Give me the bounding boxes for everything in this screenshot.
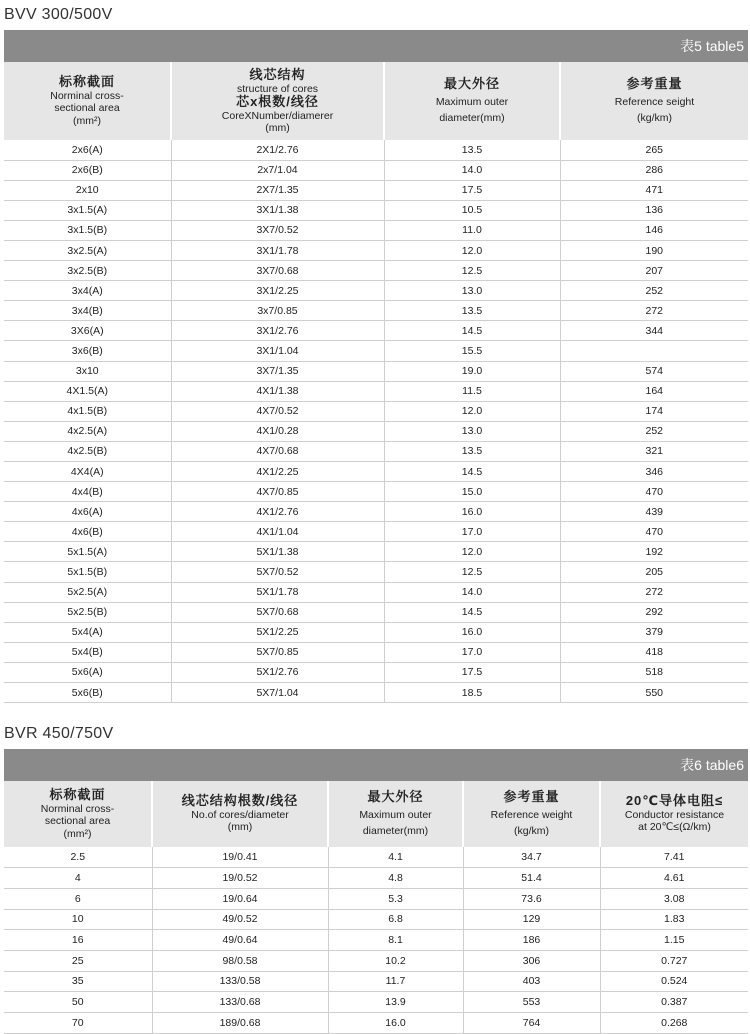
table-cell: 4X1.5(A) xyxy=(4,381,171,401)
table-row xyxy=(4,502,748,522)
table-cell: 5x1.5(A) xyxy=(4,542,171,562)
table-cell: 272 xyxy=(560,582,748,602)
table-cell: 3x1.5(B) xyxy=(4,220,171,240)
table-cell: 14.5 xyxy=(384,321,560,341)
header-zh: 20℃导体电阻≤ xyxy=(625,793,724,809)
bvv-spec-table xyxy=(4,62,748,703)
table-cell: 3X6(A) xyxy=(4,321,171,341)
table-header-row xyxy=(4,62,748,140)
table-cell: 70 xyxy=(4,1013,152,1034)
table-row xyxy=(4,240,748,260)
table-cell: 13.5 xyxy=(384,140,560,160)
table-row xyxy=(4,441,748,461)
header-en: CoreXNumber/diamerer xyxy=(221,109,334,122)
header-en: Conductor resistance xyxy=(624,809,725,822)
table-cell: 3X1/1.04 xyxy=(171,341,384,361)
table-cell: 764 xyxy=(463,1013,600,1034)
table-row xyxy=(4,462,748,482)
table-row xyxy=(4,421,748,441)
header-en: (mm) xyxy=(265,121,290,134)
table-cell: 13.5 xyxy=(384,301,560,321)
table-cell: 553 xyxy=(463,992,600,1013)
table-cell: 11.0 xyxy=(384,220,560,240)
table-cell: 190 xyxy=(560,240,748,260)
table-row xyxy=(4,847,748,868)
header-zh: 芯x根数/线径 xyxy=(236,93,319,109)
table-cell: 3X7/0.52 xyxy=(171,220,384,240)
table-row xyxy=(4,909,748,930)
header-en: Reference seight xyxy=(614,96,695,109)
table-cell: 292 xyxy=(560,602,748,622)
table-row xyxy=(4,522,748,542)
table-row xyxy=(4,542,748,562)
header-zh-top: 线芯结构 xyxy=(249,66,306,82)
table-cell: 4X1/0.28 xyxy=(171,421,384,441)
table-cell: 5x4(B) xyxy=(4,642,171,662)
header-zh: 最大外径 xyxy=(443,76,500,92)
table-cell: 4X1/2.25 xyxy=(171,462,384,482)
table-cell: 6.8 xyxy=(328,909,463,930)
table-cell: 5x4(A) xyxy=(4,622,171,642)
table-label-bar-6 xyxy=(4,749,748,781)
table-cell: 5X1/2.25 xyxy=(171,622,384,642)
table-cell: 5X1/2.76 xyxy=(171,662,384,682)
table-cell: 25 xyxy=(4,950,152,971)
table-cell: 4X1/1.38 xyxy=(171,381,384,401)
table-row xyxy=(4,381,748,401)
table-cell: 10.5 xyxy=(384,200,560,220)
table-cell: 7.41 xyxy=(600,847,748,868)
table-row xyxy=(4,482,748,502)
table-cell: 5x1.5(B) xyxy=(4,562,171,582)
table-cell: 146 xyxy=(560,220,748,240)
table-cell: 207 xyxy=(560,261,748,281)
table-row xyxy=(4,888,748,909)
table-cell: 3x6(B) xyxy=(4,341,171,361)
table-cell: 19.0 xyxy=(384,361,560,381)
table-cell: 8.1 xyxy=(328,930,463,951)
table-cell xyxy=(560,341,748,361)
table-cell: 5x6(A) xyxy=(4,662,171,682)
bvr-spec-table xyxy=(4,781,748,1034)
header-core-structure xyxy=(171,62,384,140)
table-cell: 13.5 xyxy=(384,441,560,461)
table-cell: 0.524 xyxy=(600,971,748,992)
table-cell: 344 xyxy=(560,321,748,341)
table-cell: 49/0.64 xyxy=(152,930,328,951)
table-cell: 129 xyxy=(463,909,600,930)
table-cell: 471 xyxy=(560,180,748,200)
table-cell: 4X7/0.85 xyxy=(171,482,384,502)
table-cell: 13.0 xyxy=(384,421,560,441)
table-cell: 3X7/1.35 xyxy=(171,361,384,381)
table-cell: 4.61 xyxy=(600,868,748,889)
table-row xyxy=(4,683,748,703)
table-cell: 4 xyxy=(4,868,152,889)
table-cell: 5X7/0.68 xyxy=(171,602,384,622)
header-weight xyxy=(560,62,748,140)
header-en: Reference weight xyxy=(490,809,573,822)
table-cell: 306 xyxy=(463,950,600,971)
table-cell: 1.15 xyxy=(600,930,748,951)
table-cell: 2X1/2.76 xyxy=(171,140,384,160)
table-cell: 15.0 xyxy=(384,482,560,502)
header-en: (kg/km) xyxy=(514,825,549,838)
table-cell: 3x2.5(A) xyxy=(4,240,171,260)
table-row xyxy=(4,562,748,582)
table-cell: 3x4(B) xyxy=(4,301,171,321)
table-cell: 17.0 xyxy=(384,522,560,542)
table-cell: 133/0.68 xyxy=(152,992,328,1013)
table-cell: 14.0 xyxy=(384,160,560,180)
table-cell: 3x1.5(A) xyxy=(4,200,171,220)
table-row xyxy=(4,642,748,662)
table-cell: 136 xyxy=(560,200,748,220)
table-cell: 418 xyxy=(560,642,748,662)
header-zh: 参考重量 xyxy=(503,789,560,805)
table-cell: 321 xyxy=(560,441,748,461)
table-row xyxy=(4,971,748,992)
table-cell: 50 xyxy=(4,992,152,1013)
table-cell: 12.5 xyxy=(384,261,560,281)
header-en: (mm) xyxy=(227,821,253,834)
table-cell: 14.5 xyxy=(384,462,560,482)
header-zh: 标称截面 xyxy=(58,74,115,90)
table-label: 表5 table5 xyxy=(680,38,744,54)
table-row xyxy=(4,662,748,682)
table-cell: 379 xyxy=(560,622,748,642)
table-cell: 17.5 xyxy=(384,662,560,682)
table-cell: 3X1/2.25 xyxy=(171,281,384,301)
table-cell: 3X1/2.76 xyxy=(171,321,384,341)
header-en: (mm²) xyxy=(63,827,92,840)
header-en: at 20℃≤(Ω/km) xyxy=(638,821,711,834)
table-cell: 4x2.5(B) xyxy=(4,441,171,461)
table-cell: 0.268 xyxy=(600,1013,748,1034)
table-row xyxy=(4,261,748,281)
table-row xyxy=(4,361,748,381)
table-cell: 0.727 xyxy=(600,950,748,971)
table-cell: 5x2.5(A) xyxy=(4,582,171,602)
header-zh: 参考重量 xyxy=(626,76,683,92)
table-cell: 4.1 xyxy=(328,847,463,868)
header-en: Maximum outer xyxy=(435,96,509,109)
table-cell: 5x2.5(B) xyxy=(4,602,171,622)
table-cell: 16.0 xyxy=(384,502,560,522)
table-row xyxy=(4,180,748,200)
header-en: (kg/km) xyxy=(637,112,672,125)
table-cell: 252 xyxy=(560,421,748,441)
table-body xyxy=(4,847,748,1033)
table-cell: 49/0.52 xyxy=(152,909,328,930)
table-cell: 3x10 xyxy=(4,361,171,381)
table-cell: 2x10 xyxy=(4,180,171,200)
table-row xyxy=(4,582,748,602)
table-row xyxy=(4,992,748,1013)
header-zh: 最大外径 xyxy=(367,789,424,805)
table-cell: 3X1/1.78 xyxy=(171,240,384,260)
table-row xyxy=(4,622,748,642)
table-row xyxy=(4,321,748,341)
table-cell: 439 xyxy=(560,502,748,522)
table-cell: 470 xyxy=(560,522,748,542)
table-cell: 13.9 xyxy=(328,992,463,1013)
table-cell: 14.0 xyxy=(384,582,560,602)
header-en-top: structure of cores xyxy=(236,82,319,95)
table-cell: 16.0 xyxy=(384,622,560,642)
header-en: diameter(mm) xyxy=(362,825,429,838)
table-cell: 518 xyxy=(560,662,748,682)
table-row xyxy=(4,140,748,160)
header-cross-section xyxy=(4,781,152,847)
table-cell: 5.3 xyxy=(328,888,463,909)
table-row xyxy=(4,602,748,622)
table-row xyxy=(4,200,748,220)
header-en: sectional area xyxy=(44,815,111,828)
header-resistance xyxy=(600,781,748,847)
table-cell: 3x2.5(B) xyxy=(4,261,171,281)
table-cell: 17.0 xyxy=(384,642,560,662)
header-en: Maximum outer xyxy=(359,809,432,822)
table-cell: 3X7/0.68 xyxy=(171,261,384,281)
table-cell: 34.7 xyxy=(463,847,600,868)
table-cell: 189/0.68 xyxy=(152,1013,328,1034)
table-cell: 4.8 xyxy=(328,868,463,889)
table-cell: 14.5 xyxy=(384,602,560,622)
header-en: diameter(mm) xyxy=(439,112,505,125)
table-cell: 16.0 xyxy=(328,1013,463,1034)
table-cell: 205 xyxy=(560,562,748,582)
table-cell: 403 xyxy=(463,971,600,992)
table-cell: 2.5 xyxy=(4,847,152,868)
header-weight xyxy=(463,781,600,847)
header-en: sectional area xyxy=(54,102,120,115)
table-cell: 3.08 xyxy=(600,888,748,909)
header-core-structure xyxy=(152,781,328,847)
table-cell: 5X7/0.85 xyxy=(171,642,384,662)
table-cell: 73.6 xyxy=(463,888,600,909)
table-cell: 192 xyxy=(560,542,748,562)
table-cell: 286 xyxy=(560,160,748,180)
section-title-bvr: BVR 450/750V xyxy=(4,725,114,742)
table-cell: 4X7/0.52 xyxy=(171,401,384,421)
table-cell: 346 xyxy=(560,462,748,482)
table-cell: 4X1/2.76 xyxy=(171,502,384,522)
table-cell: 2X7/1.35 xyxy=(171,180,384,200)
table-cell: 3x7/0.85 xyxy=(171,301,384,321)
table-cell: 19/0.41 xyxy=(152,847,328,868)
header-zh: 标称截面 xyxy=(49,787,106,803)
table-cell: 4x6(A) xyxy=(4,502,171,522)
header-en: Norminal cross- xyxy=(50,90,124,103)
table-cell: 470 xyxy=(560,482,748,502)
table-cell: 2x7/1.04 xyxy=(171,160,384,180)
table-label: 表6 table6 xyxy=(680,757,744,773)
table-cell: 18.5 xyxy=(384,683,560,703)
table-cell: 550 xyxy=(560,683,748,703)
table-row xyxy=(4,160,748,180)
table-cell: 15.5 xyxy=(384,341,560,361)
table-cell: 265 xyxy=(560,140,748,160)
table-cell: 98/0.58 xyxy=(152,950,328,971)
table-cell: 4x2.5(A) xyxy=(4,421,171,441)
table-row xyxy=(4,220,748,240)
table-label-bar-5 xyxy=(4,30,748,62)
table-cell: 12.0 xyxy=(384,542,560,562)
table-cell: 4X1/1.04 xyxy=(171,522,384,542)
table-cell: 3x4(A) xyxy=(4,281,171,301)
header-en: (mm²) xyxy=(73,114,101,127)
table-cell: 13.0 xyxy=(384,281,560,301)
table-cell: 5X7/0.52 xyxy=(171,562,384,582)
table-cell: 12.0 xyxy=(384,401,560,421)
table-row xyxy=(4,868,748,889)
table-header-row xyxy=(4,781,748,847)
table-cell: 164 xyxy=(560,381,748,401)
table-cell: 4X4(A) xyxy=(4,462,171,482)
header-max-diameter xyxy=(384,62,560,140)
header-max-diameter xyxy=(328,781,463,847)
table-cell: 174 xyxy=(560,401,748,421)
table-row xyxy=(4,301,748,321)
table-cell: 574 xyxy=(560,361,748,381)
table-cell: 51.4 xyxy=(463,868,600,889)
table-row xyxy=(4,281,748,301)
table-row xyxy=(4,1013,748,1034)
header-cross-section xyxy=(4,62,171,140)
table-cell: 2x6(B) xyxy=(4,160,171,180)
table-cell: 19/0.52 xyxy=(152,868,328,889)
table-cell: 35 xyxy=(4,971,152,992)
table-cell: 4X7/0.68 xyxy=(171,441,384,461)
table-cell: 11.7 xyxy=(328,971,463,992)
table-cell: 4x4(B) xyxy=(4,482,171,502)
section-title-bvv: BVV 300/500V xyxy=(4,6,113,23)
table-row xyxy=(4,950,748,971)
table-cell: 0.387 xyxy=(600,992,748,1013)
table-cell: 1.83 xyxy=(600,909,748,930)
table-cell: 5X7/1.04 xyxy=(171,683,384,703)
table-cell: 3X1/1.38 xyxy=(171,200,384,220)
table-cell: 12.0 xyxy=(384,240,560,260)
table-cell: 10 xyxy=(4,909,152,930)
table-cell: 5X1/1.78 xyxy=(171,582,384,602)
table-cell: 17.5 xyxy=(384,180,560,200)
table-cell: 19/0.64 xyxy=(152,888,328,909)
table-cell: 272 xyxy=(560,301,748,321)
table-cell: 186 xyxy=(463,930,600,951)
header-en: Norminal cross- xyxy=(40,803,115,816)
table-cell: 4x1.5(B) xyxy=(4,401,171,421)
table-cell: 4x6(B) xyxy=(4,522,171,542)
table-cell: 11.5 xyxy=(384,381,560,401)
table-body xyxy=(4,140,748,703)
table-cell: 252 xyxy=(560,281,748,301)
table-cell: 10.2 xyxy=(328,950,463,971)
table-cell: 16 xyxy=(4,930,152,951)
table-cell: 6 xyxy=(4,888,152,909)
table-cell: 133/0.58 xyxy=(152,971,328,992)
table-cell: 2x6(A) xyxy=(4,140,171,160)
table-row xyxy=(4,401,748,421)
table-cell: 12.5 xyxy=(384,562,560,582)
header-zh: 线芯结构根数/线径 xyxy=(181,793,299,809)
table-cell: 5x6(B) xyxy=(4,683,171,703)
table-row xyxy=(4,930,748,951)
table-row xyxy=(4,341,748,361)
header-en: No.of cores/diameter xyxy=(191,809,289,822)
table-cell: 5X1/1.38 xyxy=(171,542,384,562)
